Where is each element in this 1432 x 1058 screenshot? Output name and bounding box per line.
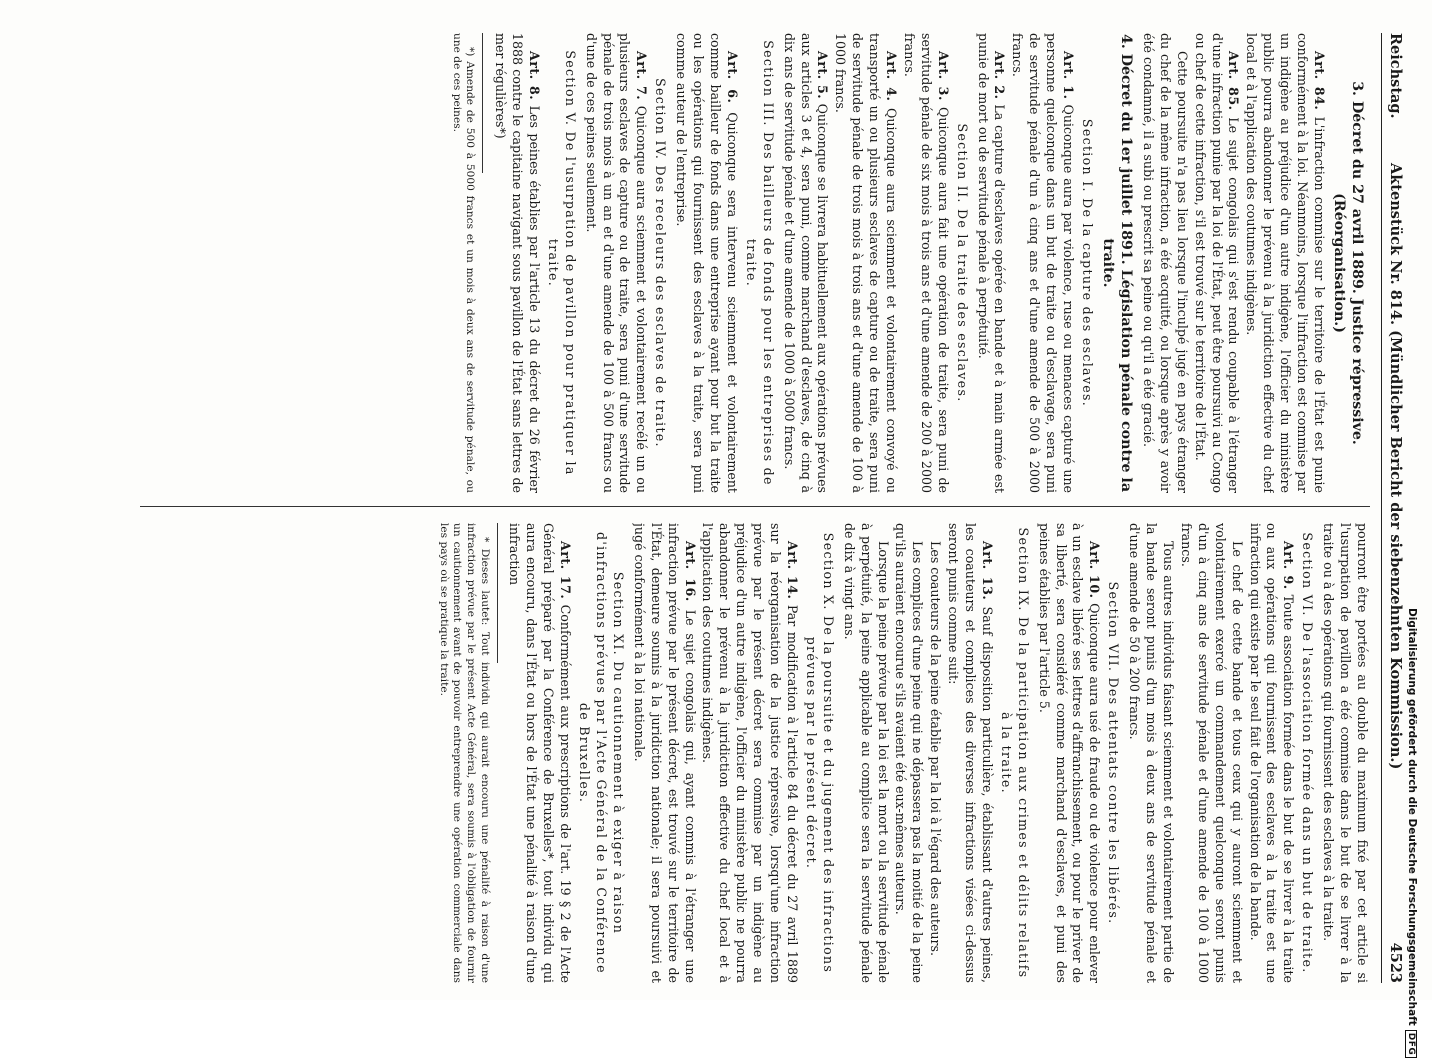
- section-heading: Section I. De la capture des esclaves.: [1080, 118, 1096, 408]
- footnote-rule: [482, 33, 483, 173]
- paragraph: Les coauteurs de la peine établie par la loi à l'égard des auteurs.: [928, 541, 944, 957]
- paragraph: [1246, 523, 1297, 983]
- section-heading: Section II. De la traite des esclaves.: [954, 123, 970, 403]
- header-reichstag: Reichstag.: [1387, 33, 1404, 119]
- section-heading: Section III. Des bailleurs de fonds pour les entreprises de traite.: [743, 40, 776, 486]
- paragraph: [699, 523, 800, 983]
- article-number: Art. 9.: [1281, 541, 1297, 590]
- article-number: Art. 1.: [1061, 51, 1077, 100]
- article-number: Art. 13.: [979, 541, 995, 601]
- paragraph: Tous autres individus faisant sciemment et volontairement partie de la bande seront punis d'un mois à deux ans de servitude pénale et d'une amende de 50 à 200 francs.: [1127, 523, 1177, 983]
- digitization-credit: [1398, 608, 1424, 1056]
- paragraph-text: Quiconque se livrera habituellement aux opérations prévues aux articles 3 et 4, sera puni, comme marchand d'esclaves, de cinq à dix ans de servitude pénale et d'une amende de 1000 à 5000 francs.: [781, 33, 831, 493]
- paragraph: [1191, 33, 1242, 493]
- article-number: Art. 6.: [724, 51, 740, 104]
- article-number: Art. 2.: [992, 51, 1008, 100]
- paragraph: [900, 33, 951, 493]
- section-heading: Section XI. Du cautionnement à exiger à raison d'infractions prévues par l'Acte Général de la Conférence de Bruxelles.: [577, 532, 626, 974]
- paragraph-text: Quiconque aura usé de fraude ou de violence pour enlever à un esclave libéré ses lettres d'affranchissement, ou pour le priver de sa liberté, sera considéré comme marchand d'esclaves, et puni des peines établies par l'article 5.: [1036, 523, 1103, 983]
- article-number: Art. 10.: [1087, 541, 1103, 599]
- paragraph-text: Le sujet congolais qui s'est rendu coupable à l'étranger d'une infraction punie par la loi de l'État, peut être poursuivi au Congo ou chef de cette infraction, s'il est trouvé sur le territoire de l'État.: [1192, 33, 1242, 493]
- paragraph-text: Conformément aux prescriptions de l'art. 19 § 2 de l'Acte Général préparé par la Conférence de Bruxelles*, tout individu qui aura encouru, dans l'État ou hors de l'État une pénalité à raison d'une infraction: [507, 523, 574, 983]
- footnote-rule: [497, 523, 498, 663]
- paragraph: [582, 33, 650, 493]
- digitization-credit-text-row: [1392, 608, 1418, 1056]
- paragraph-text: Sauf disposition particulière, établissant d'autres peines, les coauteurs et complices des diverses infractions visées ci-dessus seront punis comme suit:: [946, 523, 995, 983]
- article-number: Art. 5.: [815, 51, 831, 100]
- paragraph: Les complices d'une peine qui ne dépassera pas la moitié de la peine qu'ils auraient encourue s'ils avaient été eux-mêmes auteurs.: [893, 523, 926, 983]
- paragraph-text: Quiconque aura sciemment et volontairement recélé un ou plusieurs esclaves de capture ou de traite, sera puni d'une servitude pénale de trois mois à un an et d'une amende de 100 à 500 francs ou d'une de ces peines seulement.: [583, 33, 650, 493]
- article-number: Art. 17.: [558, 541, 574, 600]
- footnote: * Dieses lautet: Tout individu qui aurait encouru une pénalité à raison d'une infraction prévue par le présent Acte Général, sera soumis à l'obligation de fournir un cautionnement avant de pouvoir entreprendre une opération commerciale dans les pays où se pratique la traite.: [437, 523, 491, 983]
- article-number: Art. 4.: [884, 51, 900, 102]
- rotated-document-page: [100, 15, 1410, 1000]
- section-heading: Section VI. De l'association formée dans un but de traite.: [1300, 532, 1316, 974]
- article-number: Art. 16.: [682, 541, 698, 602]
- article-number: Art. 14.: [785, 541, 800, 600]
- paragraph: [672, 33, 740, 493]
- decree-title-4: 4. Décret du 1er juillet 1891. Législation pénale contre la traite.: [1100, 33, 1135, 493]
- header-document-number: Aktenstück Nr. 814. (Mündlicher Bericht der siebenzehnten Kommission.): [1387, 163, 1404, 770]
- credit-text: Digitalisierung gefördert durch die Deutsche Forschungsgemeinschaft: [1406, 608, 1418, 1026]
- footnote: *) Amende de 500 à 5000 francs et un mois à deux ans de servitude pénale, ou une de ces peines.: [450, 33, 477, 493]
- article-number: Art. 84.: [1312, 51, 1327, 111]
- paragraph-text: Quiconque aura fait une opération de traite, sera puni de servitude pénale de six mois à trois ans et d'une amende de 200 à 2000 francs.: [901, 33, 951, 493]
- paragraph: Lorsque la peine prévue par la loi est la mort ou la servitude pénale à perpétuité, la peine applicable au complice sera la servitude pénale de dix à vingt ans.: [841, 523, 891, 983]
- paragraph-text: Quiconque sera intervenu sciemment et volontairement comme bailleur de fonds dans une entreprise ayant pour but la traite ou les opérations qui fournissent des esclaves à la traite, sera puni comme auteur de l'entreprise.: [674, 33, 740, 493]
- paragraph: [1009, 33, 1077, 493]
- dfg-logo: DFG: [1405, 1030, 1417, 1058]
- paragraph-text: Le sujet congolais qui, ayant commis à l'étranger une infraction prévue par le présent décret, est trouvé sur le territoire de l'État, demeure soumis à la juridiction nationale; il sera poursuivi et jugé conformément à la loi nationale.: [631, 523, 698, 983]
- decree-title-3: 3. Décret du 27 avril 1889. Justice répressive. (Réorganisation.): [1331, 81, 1365, 445]
- article-number: Art. 3.: [935, 51, 951, 101]
- column-divider: [140, 506, 1370, 507]
- section-heading: Section VII. Des attentats contre les libérés.: [1106, 581, 1122, 925]
- section-heading: Section V. De l'usurpation de pavillon pour pratiquer la traite.: [545, 50, 578, 476]
- paragraph: pourront être portées au double du maximum fixé par cet article si l'usurpation de pavillon a été commise dans le but de se livrer à la traite ou à des opérations qui fournissent des esclaves à la traite.: [1321, 523, 1370, 983]
- paragraph: [1242, 33, 1327, 493]
- right-column: [140, 523, 1370, 983]
- paragraph: [780, 33, 831, 493]
- paragraph-text: Toute association formée dans le but de se livrer à la traite ou aux opérations qui fournissent des esclaves à la traite est une infraction qui existe par le seul fait de l'organisation de la bande.: [1247, 523, 1297, 983]
- paragraph: [506, 523, 574, 983]
- section-heading: Section X. De la poursuite et du jugement des infractions prévues par le présent décret.: [803, 532, 836, 974]
- paragraph: [831, 33, 899, 493]
- paragraph: [491, 33, 542, 493]
- paragraph: [944, 523, 995, 983]
- article-number: Art. 7.: [634, 51, 650, 101]
- paragraph: Cette poursuite n'a pas lieu lorsque l'inculpé jugé en pays étranger du chef de la même infraction, a été acquitté, ou lorsque après y avoir été condamné, il a subi ou prescrit sa peine ou qu'il a été gracié.: [1140, 33, 1190, 493]
- paragraph: [974, 33, 1008, 493]
- paragraph-text: Quiconque aura sciemment et volontairement convoyé ou transporté un ou plusieurs esclaves de capture ou de traite, sera puni de servitude pénale de trois mois à trois ans et d'une amende de 100 à 1000 francs.: [833, 33, 900, 493]
- paragraph-text: Quiconque aura par violence, ruse ou menaces capturé une personne quelconque dans un but de traite ou d'esclavage, sera puni de servitude pénale d'un à cinq ans et d'une amende de 500 à 2000 francs.: [1010, 33, 1077, 493]
- page-number: 4523: [1387, 942, 1404, 983]
- left-column: [140, 33, 1370, 493]
- section-heading: Section IX. De la participation aux crimes et délits relatifs à la traite.: [998, 527, 1031, 979]
- paragraph-text: La capture d'esclaves opérée en bande et à main armée est punie de mort ou de servitude pénale à perpétuité.: [975, 33, 1008, 493]
- paragraph: [630, 523, 698, 983]
- paragraph-text: Par modification à l'article 84 du décret du 27 avril 1889 sur la réorganisation de la justice répressive, lorsqu'une infraction prévue par le présent décret sera commise par un indigène au préjudice d'un autre indigène, l'officier du ministère public ne pourra abandonner le prévenu à la juridiction effective du chef local et à l'application des coutumes indigènes.: [700, 523, 800, 983]
- article-number: Art. 85.: [1226, 51, 1242, 111]
- paragraph: Le chef de cette bande et tous ceux qui y auront sciemment et volontairement exercé un commandement quelconque seront punis d'un à cinq ans de servitude pénale et d'une amende de 100 à 1000 francs.: [1178, 523, 1245, 983]
- article-number: Art. 8.: [526, 51, 542, 101]
- paragraph: [1035, 523, 1103, 983]
- section-heading: Section IV. Des receleurs des esclaves de traite.: [653, 78, 669, 448]
- paragraph-text: Les peines établies par l'article 13 du décret du 26 février 1888 contre le capitaine navigant sous pavillon de l'État sans lettres de mer régulières*): [493, 33, 542, 493]
- paragraph-text: L'infraction commise sur le territoire de l'État est punie conformément à la loi. Néanmoins, lorsque l'infraction est commise par un indigène au préjudice d'un autre indigène, l'officier du ministère public pourra abandonner le prévenu à la juridiction effective du chef local et à l'application des coutumes indigènes.: [1244, 33, 1327, 493]
